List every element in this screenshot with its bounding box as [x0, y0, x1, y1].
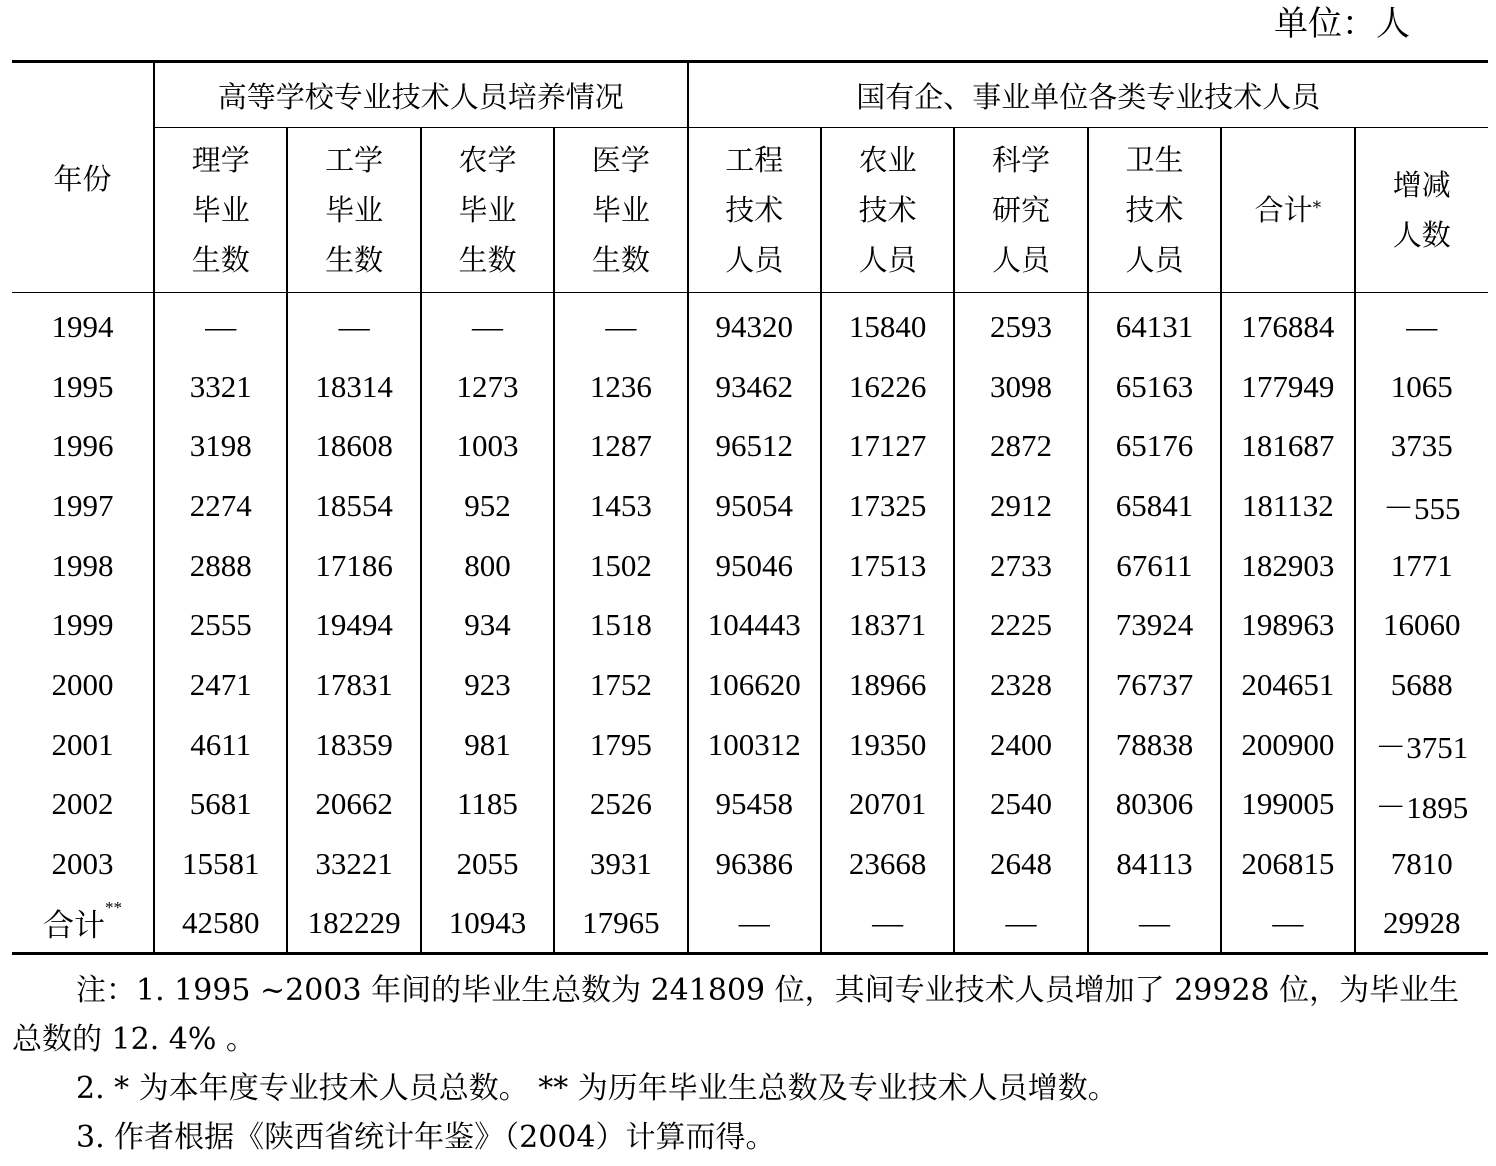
value-cell: 176884: [1221, 293, 1354, 357]
value-cell: 78838: [1088, 715, 1221, 775]
value-cell: 65176: [1088, 416, 1221, 476]
value-cell: 5688: [1355, 655, 1488, 715]
total-label-cell: [12, 894, 154, 954]
value-cell: 952: [421, 476, 554, 536]
year-cell: 2001: [51, 726, 114, 762]
header-column-6: [954, 128, 1087, 293]
header-column-line: 技术: [725, 193, 784, 227]
value-cell: 3198: [154, 416, 287, 476]
header-column-line: 技术: [858, 193, 917, 227]
header-column-line: 人员: [858, 243, 917, 277]
header-column-line: 技术: [1125, 193, 1184, 227]
table-row: [12, 476, 1488, 536]
value-cell: 33221: [287, 834, 420, 894]
value-cell: －1895: [1355, 775, 1488, 835]
year-cell: 1996: [51, 428, 114, 464]
value-cell: 181687: [1221, 416, 1354, 476]
value-cell: 1771: [1355, 536, 1488, 596]
value-cell: 1502: [554, 536, 687, 596]
value-cell: 17186: [287, 536, 420, 596]
value-cell: 3098: [954, 357, 1087, 417]
header-column-line: 生数: [591, 243, 650, 277]
value-cell: 800: [421, 536, 554, 596]
value-cell: －3751: [1355, 715, 1488, 775]
table-row: [12, 595, 1488, 655]
value-cell: 1273: [421, 357, 554, 417]
value-cell: 1518: [554, 595, 687, 655]
total-mark: **: [105, 898, 122, 918]
value-cell: 2872: [954, 416, 1087, 476]
value-cell: 17325: [821, 476, 954, 536]
header-column-line: 毕业: [191, 193, 250, 227]
value-cell: 3735: [1355, 416, 1488, 476]
value-cell: 2648: [954, 834, 1087, 894]
table-row: [12, 715, 1488, 775]
value-cell: 73924: [1088, 595, 1221, 655]
value-cell: 18371: [821, 595, 954, 655]
value-cell: 206815: [1221, 834, 1354, 894]
value-cell: 94320: [688, 293, 821, 357]
value-cell: 181132: [1221, 476, 1354, 536]
total-column-mark: *: [1312, 198, 1322, 218]
value-cell: 200900: [1221, 715, 1354, 775]
value-cell: 3931: [554, 834, 687, 894]
value-cell: 15840: [821, 293, 954, 357]
header-column-2: [421, 128, 554, 293]
value-cell: 80306: [1088, 775, 1221, 835]
value-cell: 199005: [1221, 775, 1354, 835]
value-cell: 104443: [688, 595, 821, 655]
value-cell: 18608: [287, 416, 420, 476]
value-cell: 934: [421, 595, 554, 655]
value-cell: 1795: [554, 715, 687, 775]
note-3: 3. 作者根据《陕西省统计年鉴》（2004）计算而得。: [76, 1120, 776, 1155]
header-column-0: [154, 128, 287, 293]
value-cell: 177949: [1221, 357, 1354, 417]
value-cell: 95046: [688, 536, 821, 596]
table-row: [12, 536, 1488, 596]
year-cell: 1999: [51, 607, 114, 643]
header-column-3: [554, 128, 687, 293]
value-cell: 2540: [954, 775, 1087, 835]
header-column-line: 医学: [591, 143, 650, 177]
value-cell: 182903: [1221, 536, 1354, 596]
table-row: [12, 357, 1488, 417]
value-cell: 2055: [421, 834, 554, 894]
value-cell: 2888: [154, 536, 287, 596]
header-column-line: 人员: [725, 243, 784, 277]
header-column-line: 毕业: [325, 193, 384, 227]
value-cell: 17513: [821, 536, 954, 596]
value-cell: 100312: [688, 715, 821, 775]
header-column-line: 增减: [1392, 168, 1451, 202]
value-cell: 93462: [688, 357, 821, 417]
value-cell: 1236: [554, 357, 687, 417]
value-cell: 204651: [1221, 655, 1354, 715]
header-column-line: 生数: [325, 243, 384, 277]
value-cell: 65841: [1088, 476, 1221, 536]
value-cell: 18554: [287, 476, 420, 536]
value-cell: 2912: [954, 476, 1087, 536]
value-cell: 23668: [821, 834, 954, 894]
header-column-line: 生数: [458, 243, 517, 277]
statistics-table: [12, 60, 1488, 955]
value-cell: 15581: [154, 834, 287, 894]
value-cell: 2593: [954, 293, 1087, 357]
value-cell: 67611: [1088, 536, 1221, 596]
value-cell: 4611: [154, 715, 287, 775]
header-column-line: 合计: [1254, 193, 1313, 227]
value-cell: —: [154, 293, 287, 357]
value-cell: 923: [421, 655, 554, 715]
note-1: 注：1. 1995 ~2003 年间的毕业生总数为 241809 位，其间专业技术人员增加了 29928 位，为毕业生总数的 12. 4% 。: [12, 973, 1460, 1057]
value-cell: 2328: [954, 655, 1087, 715]
value-cell: 7810: [1355, 834, 1488, 894]
value-cell: 2733: [954, 536, 1087, 596]
year-cell: 2000: [51, 666, 114, 702]
value-cell: 16226: [821, 357, 954, 417]
value-cell: 2471: [154, 655, 287, 715]
value-cell: 84113: [1088, 834, 1221, 894]
value-cell: 76737: [1088, 655, 1221, 715]
header-column-line: 生数: [191, 243, 250, 277]
table-row: [12, 293, 1488, 357]
value-cell: 1065: [1355, 357, 1488, 417]
value-cell: 64131: [1088, 293, 1221, 357]
value-cell: 3321: [154, 357, 287, 417]
value-cell: 18359: [287, 715, 420, 775]
value-cell: 2225: [954, 595, 1087, 655]
header-column-line: 工学: [325, 143, 384, 177]
value-cell: 17831: [287, 655, 420, 715]
value-cell: 20662: [287, 775, 420, 835]
header-column-5: [821, 128, 954, 293]
header-group-professionals: 国有企、事业单位各类专业技术人员: [688, 62, 1488, 128]
total-value-cell: 182229: [287, 894, 420, 954]
header-column-line: 工程: [725, 143, 784, 177]
header-year: 年份: [12, 62, 154, 293]
value-cell: 5681: [154, 775, 287, 835]
value-cell: 1003: [421, 416, 554, 476]
value-cell: 2400: [954, 715, 1087, 775]
value-cell: 65163: [1088, 357, 1221, 417]
header-column-line: 人员: [992, 243, 1051, 277]
total-value-cell: —: [1088, 894, 1221, 954]
value-cell: 981: [421, 715, 554, 775]
value-cell: 19494: [287, 595, 420, 655]
total-value-cell: —: [821, 894, 954, 954]
total-value-cell: 10943: [421, 894, 554, 954]
total-value-cell: 17965: [554, 894, 687, 954]
value-cell: 19350: [821, 715, 954, 775]
value-cell: —: [554, 293, 687, 357]
header-column-line: 人员: [1125, 243, 1184, 277]
header-column-line: 毕业: [591, 193, 650, 227]
header-column-line: 毕业: [458, 193, 517, 227]
value-cell: 1287: [554, 416, 687, 476]
value-cell: 95458: [688, 775, 821, 835]
header-column-line: 卫生: [1125, 143, 1184, 177]
value-cell: 1453: [554, 476, 687, 536]
total-value-cell: —: [954, 894, 1087, 954]
year-cell: 1997: [51, 487, 114, 523]
year-cell: 2003: [51, 846, 114, 882]
year-cell: 1994: [51, 308, 114, 344]
header-column-9: [1355, 128, 1488, 293]
year-cell: 2002: [51, 786, 114, 822]
total-row: [12, 894, 1488, 954]
table-row: [12, 416, 1488, 476]
value-cell: 96512: [688, 416, 821, 476]
table-row: [12, 775, 1488, 835]
value-cell: 18314: [287, 357, 420, 417]
value-cell: 1752: [554, 655, 687, 715]
value-cell: —: [421, 293, 554, 357]
value-cell: 18966: [821, 655, 954, 715]
value-cell: 17127: [821, 416, 954, 476]
value-cell: 2526: [554, 775, 687, 835]
total-value-cell: —: [688, 894, 821, 954]
total-value-cell: 29928: [1355, 894, 1488, 954]
value-cell: 2555: [154, 595, 287, 655]
value-cell: 96386: [688, 834, 821, 894]
total-value-cell: 42580: [154, 894, 287, 954]
total-label: 合计: [43, 908, 105, 944]
value-cell: 198963: [1221, 595, 1354, 655]
header-column-4: [688, 128, 821, 293]
year-cell: 1995: [51, 368, 114, 404]
value-cell: 2274: [154, 476, 287, 536]
header-column-7: [1088, 128, 1221, 293]
header-column-line: 农业: [858, 143, 917, 177]
header-column-1: [287, 128, 420, 293]
table-row: [12, 834, 1488, 894]
table-notes: [12, 966, 1488, 1162]
value-cell: 95054: [688, 476, 821, 536]
unit-label: 单位：人: [1274, 4, 1410, 44]
value-cell: 16060: [1355, 595, 1488, 655]
header-column-line: 理学: [191, 143, 250, 177]
note-2: 2. * 为本年度专业技术人员总数。 ** 为历年毕业生总数及专业技术人员增数。: [76, 1071, 1118, 1106]
table-row: [12, 655, 1488, 715]
header-column-line: 人数: [1392, 218, 1451, 252]
header-column-line: 农学: [458, 143, 517, 177]
value-cell: —: [287, 293, 420, 357]
value-cell: 106620: [688, 655, 821, 715]
header-group-graduates: 高等学校专业技术人员培养情况: [154, 62, 688, 128]
value-cell: 20701: [821, 775, 954, 835]
value-cell: 1185: [421, 775, 554, 835]
total-value-cell: —: [1221, 894, 1354, 954]
year-cell: 1998: [51, 547, 114, 583]
header-column-line: 研究: [992, 193, 1051, 227]
value-cell: －555: [1355, 476, 1488, 536]
header-column-8: [1221, 128, 1354, 293]
header-column-line: 科学: [992, 143, 1051, 177]
value-cell: —: [1355, 293, 1488, 357]
